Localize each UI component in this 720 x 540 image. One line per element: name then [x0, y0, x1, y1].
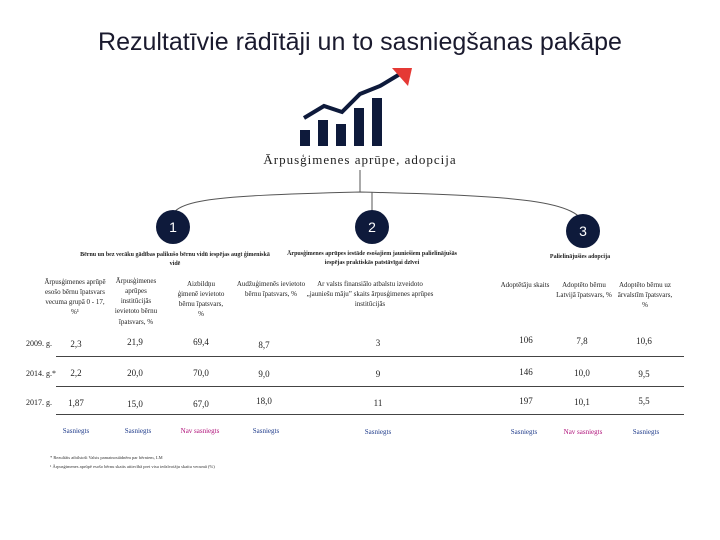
column-header: Audžuģimenēs ievietoto bērnu īpatsvars, % — [236, 280, 306, 299]
table-cell: 9 — [375, 369, 381, 379]
table-cell: 10,1 — [574, 397, 590, 407]
column-header: Ar valsts finansiālo atbalstu izveidoto „jauniešu māju” skaits ārpusģimenes aprūpes institūcijās — [306, 280, 434, 309]
table-cell: 7,8 — [576, 336, 588, 346]
status-achieved: Sasniegts — [510, 428, 538, 436]
column-header: Ārpusģimenes aprūpes institūcijās ievietoto bērnu īpatsvars, % — [114, 277, 158, 326]
column-header: Adoptēto bērnu Latvijā īpatsvars, % — [556, 281, 612, 300]
group-2-number: 2 — [355, 210, 389, 244]
column-header: Ārpusģimenes aprūpē esošo bērnu īpatsvars vecuma grupā 0 - 17, %¹ — [44, 278, 106, 317]
table-cell: 2,3 — [70, 339, 82, 349]
table-cell: 70,0 — [193, 368, 209, 378]
table-cell: 2,2 — [70, 368, 82, 378]
row-label: 2017. g. — [26, 398, 52, 407]
table-cell: 146 — [519, 367, 533, 377]
table-cell: 9,5 — [638, 369, 650, 379]
table-cell: 67,0 — [193, 399, 209, 409]
status-achieved: Sasniegts — [632, 428, 660, 436]
table-cell: 11 — [373, 398, 383, 408]
column-header: Adoptētāju skaits — [500, 281, 550, 289]
table-cell: 10,6 — [636, 336, 652, 346]
page-title: Rezultatīvie rādītāji un to sasniegšanas pakāpe — [98, 28, 622, 56]
row-label: 2009. g. — [26, 339, 52, 348]
status-achieved: Sasniegts — [124, 427, 152, 435]
table-cell: 3 — [375, 338, 381, 348]
group-1-header: Bērnu un bez vecāku gādības palikušo bērnu vidū iespējas augt ģimeniskā vidē — [80, 252, 270, 267]
table-cell: 18,0 — [256, 396, 272, 406]
table-cell: 9,0 — [258, 369, 270, 379]
table-cell: 21,9 — [127, 337, 143, 347]
group-2-header: Ārpusģimenes aprūpes iestāde esošajiem jauniešiem palielinājušās iespējas praktiskās patstāvīgai dzīvei — [287, 251, 457, 266]
table-cell: 5,5 — [638, 396, 650, 406]
group-3-number: 3 — [566, 214, 600, 248]
status-achieved: Sasniegts — [62, 427, 90, 435]
footnote: ¹ Ārpusģimenes aprūpē esošo bērnu skaits attiecībā pret visu iedzīvotāju skaitu vecumā (%) — [50, 464, 215, 469]
group-3-header: Palielinājušies adopcija — [549, 254, 611, 260]
table-cell: 197 — [519, 396, 533, 406]
table-cell: 1,87 — [68, 398, 84, 408]
table-cell: 15,0 — [127, 399, 143, 409]
table-cell: 20,0 — [127, 368, 143, 378]
table-cell: 69,4 — [193, 337, 209, 347]
row-divider — [56, 414, 684, 415]
footnote: * Rezultāts atbilstoši Valsts pamatnostādnēm par bērniem, LM — [50, 455, 163, 460]
table-cell: 8,7 — [258, 340, 270, 350]
row-divider — [56, 386, 684, 387]
status-achieved: Sasniegts — [252, 427, 280, 435]
rising-chart-icon — [296, 68, 426, 148]
column-header: Adoptēto bērnu uz ārvalstīm īpatsvars, % — [617, 281, 673, 310]
row-label: 2014. g.* — [26, 369, 56, 378]
table-cell: 10,0 — [574, 368, 590, 378]
status-not-achieved: Nav sasniegts — [563, 428, 603, 436]
status-not-achieved: Nav sasniegts — [180, 427, 220, 435]
group-1-number: 1 — [156, 210, 190, 244]
row-divider — [56, 356, 684, 357]
subtitle: Ārpusģimenes aprūpe, adopcija — [263, 152, 457, 167]
status-achieved: Sasniegts — [364, 428, 392, 436]
column-header: Aizbildņu ģimenē ievietoto bērnu īpatsvars, % — [177, 280, 225, 319]
table-cell: 106 — [519, 335, 533, 345]
